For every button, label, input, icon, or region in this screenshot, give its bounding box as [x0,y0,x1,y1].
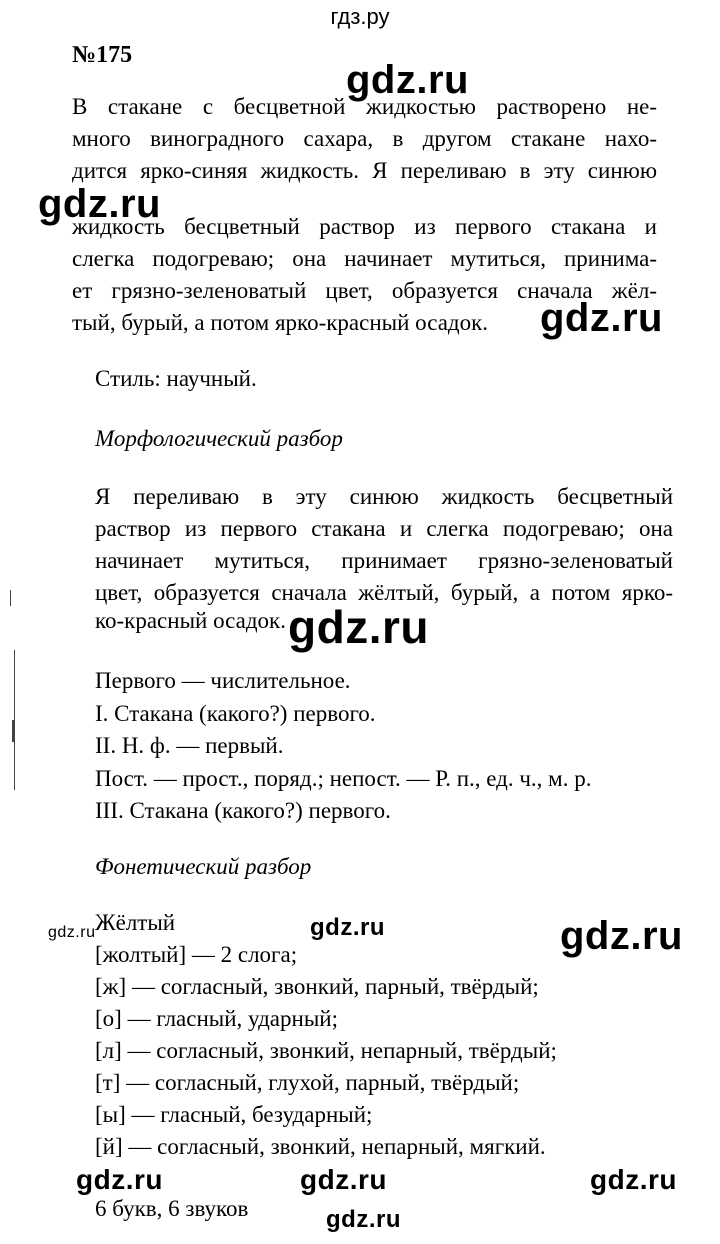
watermark: gdz.ru [310,914,385,941]
watermark: gdz.ru [288,601,429,653]
morph-heading: Морфологический разбор [95,426,343,451]
watermark: gdz.ru [76,1164,163,1195]
phon-line: [й] — согласный, звонкий, непарный, мягкий. [95,1134,546,1159]
style-line: Стиль: научный. [95,366,257,391]
morph-line: цвет, образуется сначала жёлтый, бурый, а потом ярко- [95,580,673,605]
source-line: В стакане с бесцветной жидкостью растворено не- [72,94,657,119]
phon-line: [ж] — согласный, звонкий, парный, твёрдый; [95,974,539,999]
watermark: gdz.ru [560,914,683,958]
source-line: слегка подогреваю; она начинает мутиться, принима- [72,246,657,271]
watermark: gdz.ru [326,1206,401,1233]
scan-mark [12,720,15,742]
phon-heading: Фонетический разбор [95,854,312,879]
phon-word: Жёлтый [95,910,176,935]
source-line: ет грязно-зеленоватый цвет, образуется сначала жёл- [72,278,657,303]
analysis-line: Пост. — прост., поряд.; непост. — Р. п., ед. ч., м. р. [95,766,592,791]
phon-summary: 6 букв, 6 звуков [95,1196,249,1221]
watermark: gdz.ru [590,1164,677,1195]
phon-line: [ы] — гласный, безударный; [95,1102,373,1127]
scan-mark [10,590,11,606]
source-line: жидкость бесцветный раствор из первого стакана и [72,214,657,239]
phon-line: [жолтый] — 2 слога; [95,942,298,967]
phon-line: [т] — согласный, глухой, парный, твёрдый; [95,1070,520,1095]
source-line: тый, бурый, а потом ярко-красный осадок. [72,310,489,335]
watermark: gdz.ru [346,58,469,102]
morph-line: Я переливаю в эту синюю жидкость бесцветный [95,484,673,509]
watermark: gdz.ru [300,1164,387,1195]
analysis-line: II. Н. ф. — первый. [95,733,284,758]
morph-line: начинает мутиться, принимает грязно-зеленоватый [95,548,673,573]
analysis-line: Первого — числительное. [95,668,351,693]
source-line: много виноградного сахара, в другом стакане нахо- [72,126,657,151]
watermark: gdz.ru [38,182,161,226]
morph-line: ко-красный осадок. [95,608,286,633]
source-line: дится ярко-синяя жидкость. Я переливаю в эту синюю [72,158,657,183]
site-header: гдз.ру [330,4,390,29]
analysis-line: I. Стакана (какого?) первого. [95,701,376,726]
watermark: gdz.ru [48,924,96,941]
morph-line: раствор из первого стакана и слегка подогреваю; она [95,516,673,541]
watermark: gdz.ru [540,296,663,340]
task-number: №175 [72,42,133,68]
phon-line: [о] — гласный, ударный; [95,1006,338,1031]
analysis-line: III. Стакана (какого?) первого. [95,798,391,823]
phon-line: [л] — согласный, звонкий, непарный, твёрдый; [95,1038,557,1063]
